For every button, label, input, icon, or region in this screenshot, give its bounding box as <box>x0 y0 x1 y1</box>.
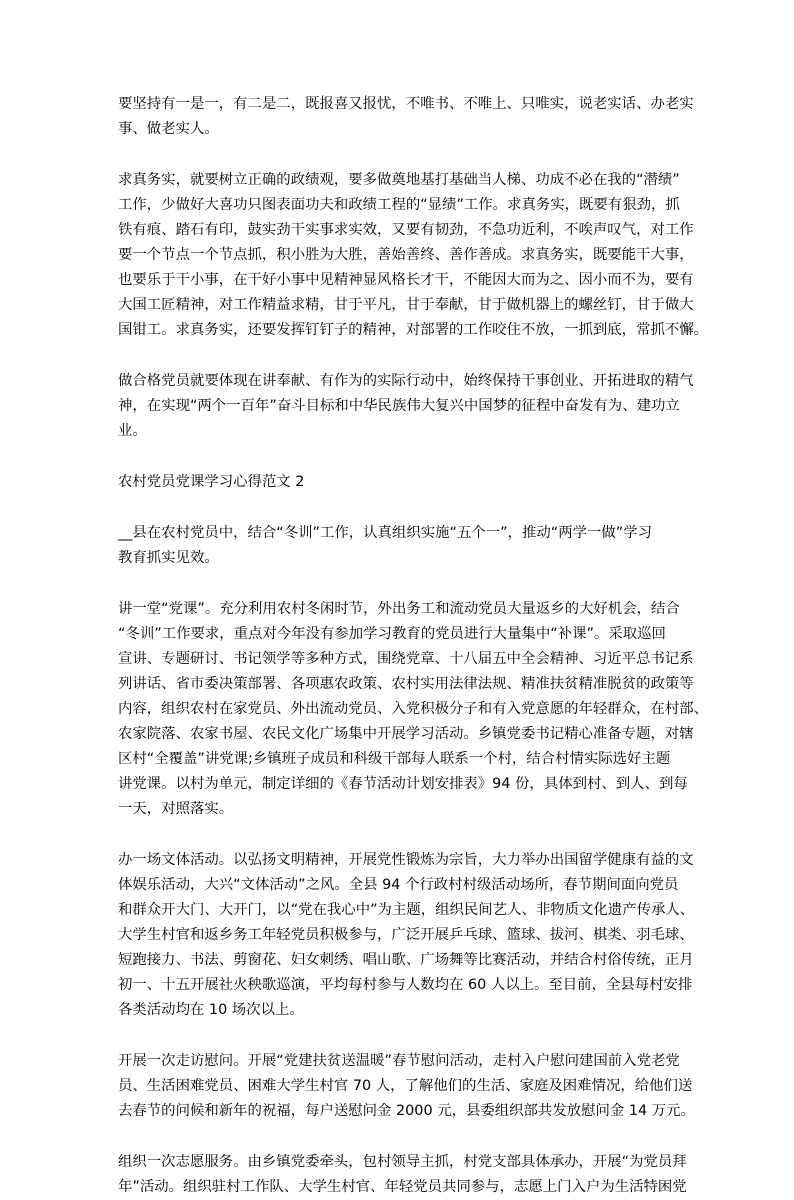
text-line: 大学生村官和返乡务工年轻党员积极参与，广泛开展乒乓球、篮球、拔河、棋类、羽毛球、 <box>118 927 694 943</box>
text-line: 内容，组织农村在家党员、外出流动党员、入党积极分子和有入党意愿的年轻群众，在村部、 <box>118 701 709 717</box>
text-line: 铁有痕、踏石有印，鼓实劲干实事求实效，又要有韧劲，不急功近利，不唉声叹气，对工作 <box>118 222 694 238</box>
text-line: 求真务实，就要树立正确的政绩观，要多做奠地基打基础当人梯、功成不必在我的“潜绩” <box>118 172 680 188</box>
text-line: 开展一次走访慰问。开展“党建扶贫送温暖”春节慰问活动，走村入户慰问建国前入党老党 <box>118 1053 680 1069</box>
paragraph-3 <box>118 369 694 444</box>
paragraph-gap <box>118 571 680 597</box>
paragraph-5 <box>118 597 709 822</box>
text-line: __县在农村党员中，结合“冬训”工作，认真组织实施“五个一”，推动“两学一做”学习 <box>118 525 653 541</box>
text-line: 业。 <box>118 423 147 439</box>
text-line: 组织一次志愿服务。由乡镇党委牵头，包村领导主抓，村党支部具体承办，开展“为党员拜 <box>118 1154 687 1170</box>
text-line: 和群众开大门、大开门，以“党在我心中”为主题，组织民间艺人、非物质文化遗产传承人、 <box>118 902 695 918</box>
text-line: 工作，少做好大喜功只图表面功夫和政绩工程的“显绩”工作。求真务实，既要有狠劲，抓 <box>118 197 680 213</box>
text-line: 办一场文体活动。以弘扬文明精神，开展党性锻炼为宗旨，大力举办出国留学健康有益的文 <box>118 852 694 868</box>
text-line: 做合格党员就要体现在讲奉献、有作为的实际行动中，始终保持干事创业、开拓进取的精气 <box>118 373 694 389</box>
text-line: 各类活动均在 10 场次以上。 <box>118 1002 304 1018</box>
document-page <box>118 92 709 1200</box>
section-heading <box>118 470 680 495</box>
text-line: 讲党课。以村为单元，制定详细的《春节活动计划安排表》94 份，具体到村、到人、到每 <box>118 776 688 792</box>
text-line: 去春节的问候和新年的祝福，每户送慰问金 2000 元，县委组织部共发放慰问金 14 万元。 <box>118 1103 695 1119</box>
heading-text: 农村党员党课学习心得范文 2 <box>118 474 305 490</box>
text-line: 一天，对照落实。 <box>118 801 234 817</box>
text-line: 初一、十五开展社火秧歌巡演，平均每村参与人数均在 60 人以上。至目前，全县每村安排 <box>118 977 693 993</box>
paragraph-gap <box>118 1023 680 1049</box>
text-line: 区村“全覆盖”讲党课;乡镇班子成员和科级干部每人联系一个村，结合村情实际选好主题 <box>118 751 671 767</box>
text-line: 讲一堂“党课”。充分利用农村冬闲时节，外出务工和流动党员大量返乡的大好机会，结合 <box>118 601 680 617</box>
text-line: 要一个节点一个节点抓，积小胜为大胜，善始善终、善作善成。求真务实，既要能干大事， <box>118 247 694 263</box>
paragraph-6 <box>118 848 695 1023</box>
paragraph-gap <box>118 444 680 470</box>
text-line: 宣讲、专题研讨、书记领学等多种方式，围绕党章、十八届五中全会精神、习近平总书记系 <box>118 651 694 667</box>
paragraph-gap <box>118 495 680 521</box>
paragraph-8 <box>118 1150 687 1200</box>
text-line: 国钳工。求真务实，还要发挥钉钉子的精神，对部署的工作咬住不放，一抓到底，常抓不懈。 <box>118 322 709 338</box>
text-line: 列讲话、省市委决策部署、各项惠农政策、农村实用法律法规、精准扶贫精准脱贫的政策等 <box>118 676 694 692</box>
text-line: 教育抓实见效。 <box>118 550 219 566</box>
paragraph-2 <box>118 168 709 343</box>
text-line: 员、生活困难党员、困难大学生村官 70 人，了解他们的生活、家庭及困难情况，给他们送 <box>118 1078 693 1094</box>
text-line: 短跑接力、书法、剪窗花、妇女刺绣、唱山歌、广场舞等比赛活动，并结合村俗传统，正月 <box>118 952 694 968</box>
text-line: 要坚持有一是一，有二是二，既报喜又报忧，不唯书、不唯上、只唯实，说老实话、办老实 <box>118 96 694 112</box>
paragraph-gap <box>118 142 680 168</box>
text-line: 事、做老实人。 <box>118 121 219 137</box>
paragraph-gap <box>118 343 680 369</box>
text-line: 也要乐于干小事，在干好小事中见精神显风格长才干，不能因大而为之、因小而不为，要有 <box>118 272 694 288</box>
paragraph-7 <box>118 1049 695 1124</box>
paragraph-gap <box>118 822 680 848</box>
text-line: 神，在实现“两个一百年”奋斗目标和中华民族伟大复兴中国梦的征程中奋发有为、建功立 <box>118 398 680 414</box>
paragraph-gap <box>118 1124 680 1150</box>
text-line: 体娱乐活动，大兴“文体活动”之风。全县 94 个行政村村级活动场所，春节期间面向党员 <box>118 877 679 893</box>
paragraph-1 <box>118 92 694 142</box>
text-line: 农家院落、农家书屋、农民文化广场集中开展学习活动。乡镇党委书记精心准备专题，对辖 <box>118 726 694 742</box>
text-line: 年”活动。组织驻村工作队、大学生村官、年轻党员共同参与，志愿上门入户为生活特困党 <box>118 1179 687 1195</box>
paragraph-4 <box>118 521 680 571</box>
text-line: “冬训”工作要求，重点对今年没有参加学习教育的党员进行大量集中“补课”。采取巡回 <box>118 626 666 642</box>
text-line: 大国工匠精神，对工作精益求精，甘于平凡，甘于奉献，甘于做机器上的螺丝钉，甘于做大 <box>118 297 694 313</box>
